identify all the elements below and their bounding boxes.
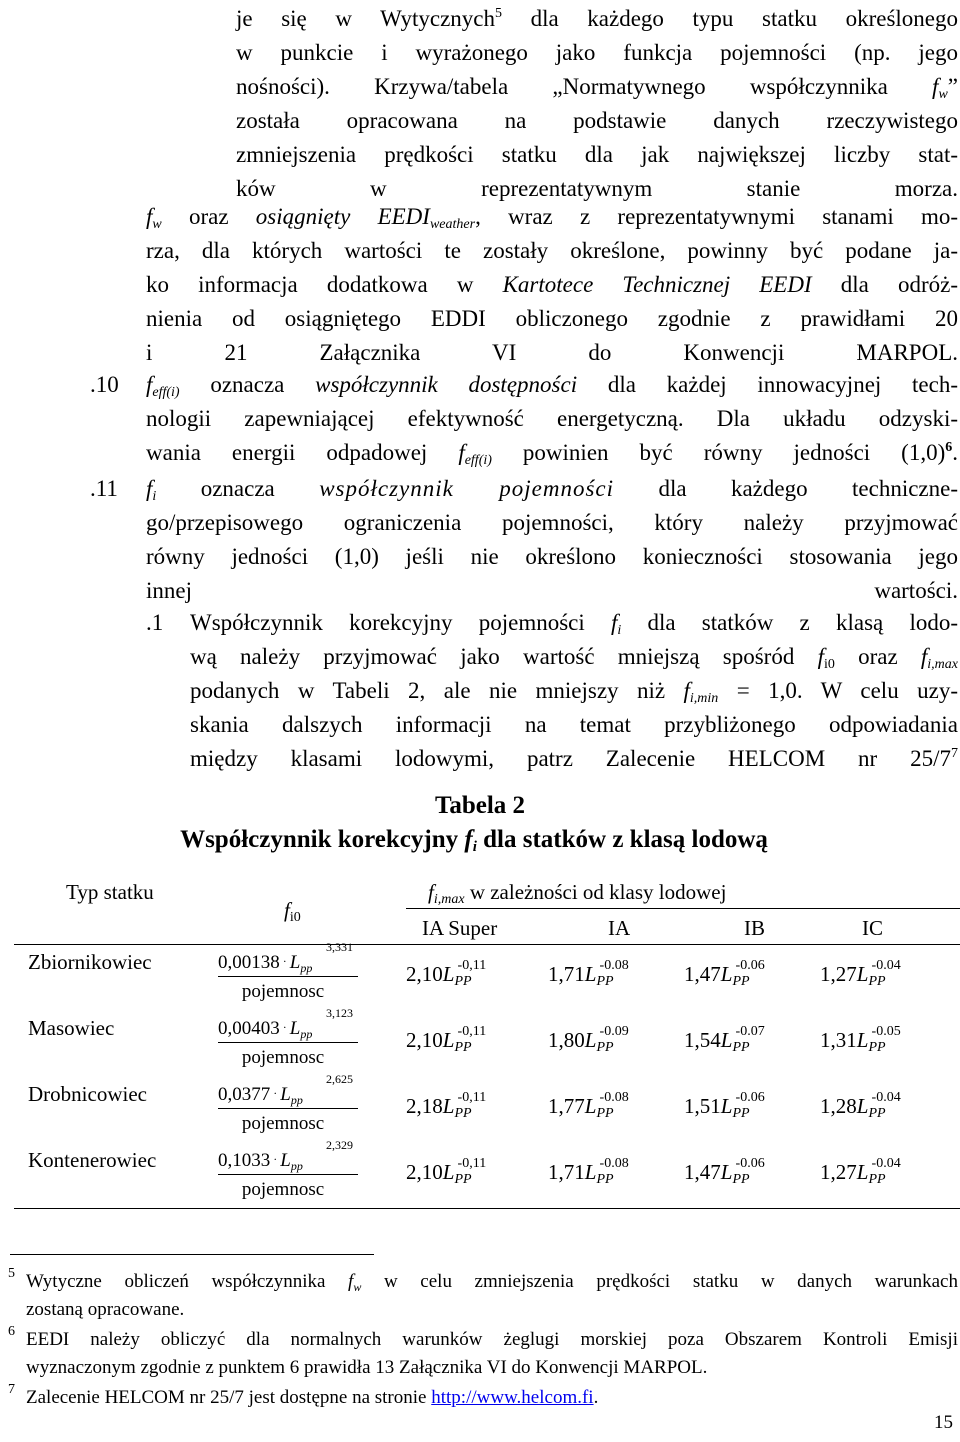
item-10-line-1: $f_{eff(i)}$ oznacza współczynnik dostępności dla każdej innowacyjnej tech- (146, 372, 958, 400)
intro-line-2: w punkcie i wyrażonego jako funkcja pojemności (np. jego (236, 40, 958, 65)
ship-type-cell: Kontenerowiec (28, 1148, 157, 1172)
fimax-value-cell: $2,10L_{PP}^{-0,11}$ (406, 958, 487, 989)
fi0-exponent: 3,331 (326, 940, 353, 954)
fi0-denominator: pojemnosc (241, 1113, 325, 1134)
intro-line-5: zmniejszenia prędkości statku dla jak największej liczby stat- (236, 142, 958, 167)
fimax-value-cell: $2,18L_{PP}^{-0,11}$ (406, 1090, 487, 1121)
fi0-pp: pp (290, 1159, 303, 1173)
fimax-value-cell: $2,10L_{PP}^{-0,11}$ (406, 1156, 487, 1187)
item-10-line-2: nologii zapewniającej efektywność energetyczną. Dla układu odzyski- (146, 406, 958, 431)
item-1-number: .1 (146, 610, 164, 635)
fimax-value-cell: $1,71L_{PP}^{-0.08}$ (548, 958, 629, 989)
item-10-number: .10 (90, 372, 119, 397)
fimax-value-cell: $1,47L_{PP}^{-0.06}$ (684, 958, 765, 989)
item-11-number: .11 (90, 476, 118, 501)
helcom-link[interactable]: http://www.helcom.fi (431, 1387, 594, 1408)
dot-icon: · (270, 1086, 281, 1100)
fw-line-2: rza, dla których wartości te zostały określone, powinny być podane ja- (146, 238, 958, 263)
fi0-pp: pp (300, 1027, 313, 1041)
fi0-formula (218, 1008, 358, 1069)
footnote-separator (10, 1254, 374, 1255)
fimax-value-cell: $1,71L_{PP}^{-0.08}$ (548, 1156, 629, 1187)
fw-line-5: i 21 Załącznika VI do Konwencji MARPOL. (146, 340, 958, 365)
item-1-line-2: wą należy przyjmować jako wartość mniejszą spośród $f_{i0}$ oraz $f_{i,max}$ (190, 644, 958, 672)
fi0-denominator: pojemnosc (241, 981, 325, 1002)
fi0-formula (218, 942, 358, 1003)
fi0-L: L (280, 1084, 291, 1105)
intro-line-1: je się w Wytycznych$^5$ dla każdego typu statku określonego (236, 6, 958, 31)
item-10-paragraph (146, 368, 958, 470)
fw-line-3: ko informacja dodatkowa w Kartotece Technicznej EEDI dla odróż- (146, 272, 958, 297)
item-1-line-3: podanych w Tabeli 2, ale nie mniejszy niż $f_{i,min} = 1,0$. W celu uzy- (190, 678, 958, 706)
footnote-7-text: Zalecenie HELCOM nr 25/7 jest dostępne na stronie http://www.helcom.fi. (26, 1387, 599, 1408)
fi0-coefficient: 0,1033 (218, 1150, 271, 1171)
fi0-L: L (280, 1150, 291, 1171)
footnote-5-number: 5 (8, 1266, 15, 1281)
footnote-6-text: EEDI należy obliczyć dla normalnych warunków żeglugi morskiej poza Obszarem Kontroli Emisji wyznaczonym zgodnie z punktem 6 prawidła 13 Załącznika VI do Konwencji MARPOL. (26, 1329, 958, 1378)
fimax-value-cell: $1,80L_{PP}^{-0.09}$ (548, 1024, 629, 1055)
fi0-exponent: 2,625 (326, 1072, 353, 1086)
item-10-line-3: wania energii odpadowej $f_{eff(i)}$ powinien być równy jedności $(1,0)^6$. (146, 440, 959, 468)
fi0-exponent: 3,123 (326, 1006, 353, 1020)
header-class-ia-super: IA Super (422, 916, 498, 940)
fi0-L: L (289, 1018, 301, 1039)
footnote-ref-7[interactable]: 7 (951, 746, 958, 761)
fw-line-1: $f_w$ oraz osiągnięty $EEDI_{weather}$, wraz z reprezentatywnymi stanami mo- (146, 204, 959, 232)
fi0-L: L (289, 952, 301, 973)
intro-line-6: ków w reprezentatywnym stanie morza. (236, 176, 958, 201)
footnote-7-number: 7 (8, 1382, 15, 1397)
fw-paragraph (146, 200, 958, 370)
page-number: 15 (934, 1412, 953, 1433)
item-1-paragraph (190, 606, 958, 776)
ship-type-cell: Zbiornikowiec (28, 950, 152, 974)
fi0-formula (218, 1140, 358, 1201)
fi0-formula (218, 1074, 358, 1135)
header-fi0: $f_{i0}$ (284, 898, 301, 925)
header-fimax: $f_{i,max}$ w zależności od klasy lodowej (428, 880, 727, 907)
ship-type-cell: Drobnicowiec (28, 1082, 147, 1106)
item-1-line-5: między klasami lodowymi, patrz Zalecenie HELCOM nr $25/7^7$ (190, 746, 958, 771)
fi0-coefficient: 0,00403 (218, 1018, 280, 1039)
item-11-line-4: innej wartości. (146, 578, 958, 603)
footnote-5-text: Wytyczne obliczeń współczynnika $f_w$ w celu zmniejszenia prędkości statku w danych warunkach zostaną opracowane. (26, 1271, 958, 1320)
fi0-pp: pp (290, 1093, 303, 1107)
fw-line-4: nienia od osiągniętego EDDI obliczonego zgodnie z prawidłami 20 (146, 306, 958, 331)
table-subtitle: Współczynnik korekcyjny $f_i$ dla statków z klasą lodową (180, 826, 768, 855)
table-title: Tabela 2 (434, 792, 526, 819)
header-underline (406, 908, 960, 909)
fi0-coefficient: 0,0377 (218, 1084, 271, 1105)
fimax-value-cell: $1,28L_{PP}^{-0.04}$ (820, 1090, 901, 1121)
item-11-line-2: go/przepisowego ograniczenia pojemności, który należy przyjmować (146, 510, 958, 535)
item-11-paragraph (146, 472, 958, 608)
fi0-coefficient: 0,00138 (218, 952, 280, 973)
fimax-value-cell: $1,47L_{PP}^{-0.06}$ (684, 1156, 765, 1187)
item-11-line-3: równy jedności (1,0) jeśli nie określono konieczności stosowania jego (146, 544, 958, 569)
intro-line-4: została opracowana na podstawie danych rzeczywistego (236, 108, 958, 133)
fimax-value-cell: $2,10L_{PP}^{-0,11}$ (406, 1024, 487, 1055)
item-1-line-4: skania dalszych informacji na temat przybliżonego odpowiadania (190, 712, 958, 737)
fimax-value-cell: $1,51L_{PP}^{-0.06}$ (684, 1090, 765, 1121)
table-bottom-rule (14, 1208, 960, 1209)
item-1-line-1: Współczynnik korekcyjny pojemności $f_i$ dla statków z klasą lodo- (190, 610, 958, 638)
fi0-pp: pp (300, 961, 313, 975)
ice-class-table (14, 870, 960, 1210)
fi0-denominator: pojemnosc (241, 1179, 325, 1200)
header-class-ia: IA (608, 916, 631, 940)
intro-line-3: nośności). Krzywa/tabela „Normatywnego współczynnika $f_w$” (236, 74, 958, 102)
dot-icon: · (279, 1020, 290, 1034)
fimax-value-cell: $1,27L_{PP}^{-0.04}$ (820, 958, 901, 989)
fimax-value-cell: $1,27L_{PP}^{-0.04}$ (820, 1156, 901, 1187)
footnote-6-number: 6 (8, 1324, 15, 1339)
fimax-value-cell: $1,77L_{PP}^{-0.08}$ (548, 1090, 629, 1121)
footnote-ref-5[interactable]: 5 (495, 6, 502, 21)
footnote-ref-6[interactable]: 6 (945, 440, 953, 455)
intro-paragraph (236, 2, 958, 206)
ship-type-cell: Masowiec (28, 1016, 115, 1040)
fi0-exponent: 2,329 (326, 1138, 353, 1152)
item-11-line-1: $f_i$ oznacza współczynnik pojemności dla każdego techniczne- (146, 476, 959, 504)
header-class-ic: IC (862, 916, 883, 940)
fi0-denominator: pojemnosc (241, 1047, 325, 1068)
header-type-of-ship: Typ statku (66, 880, 154, 904)
header-bottom-rule (14, 944, 960, 945)
fimax-value-cell: $1,31L_{PP}^{-0.05}$ (820, 1024, 901, 1055)
dot-icon: · (279, 954, 290, 968)
fimax-value-cell: $1,54L_{PP}^{-0.07}$ (684, 1024, 765, 1055)
header-class-ib: IB (744, 916, 765, 940)
dot-icon: · (270, 1152, 281, 1166)
